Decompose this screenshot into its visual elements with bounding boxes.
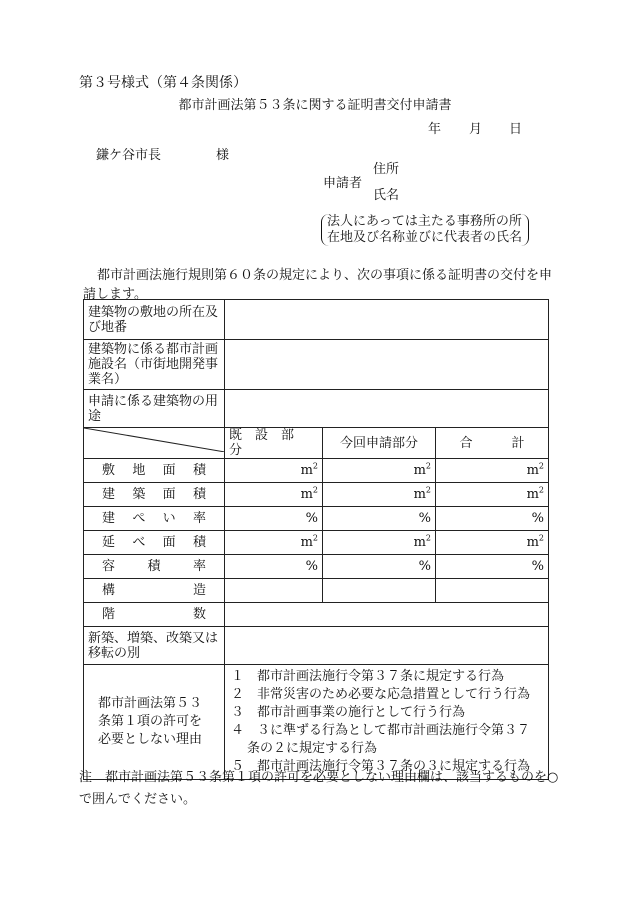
corporation-note-line-2: 在地及び名称並びに代表者の氏名 — [327, 230, 523, 245]
building-use-field[interactable] — [225, 390, 549, 428]
date-day-label: 日 — [509, 122, 523, 137]
floor-area-ratio-total[interactable]: % — [436, 555, 549, 579]
site-area-current[interactable]: $m^2$ — [323, 459, 436, 483]
site-area-label: 敷地面積 — [84, 459, 225, 483]
reason-item-1[interactable]: １ 都市計画法施行令第３７条に規定する行為 — [231, 669, 505, 684]
applicant-label: 申請者 — [323, 176, 363, 191]
diagonal-line — [84, 428, 225, 452]
date-month-label: 月 — [469, 122, 483, 137]
reason-list[interactable] — [225, 665, 549, 780]
reason-item-2[interactable]: ２ 非常災害のため必要な応急措置として行う行為 — [231, 687, 531, 702]
diagonal-header-cell — [84, 428, 225, 459]
floor-area-ratio-current[interactable]: % — [323, 555, 436, 579]
addressee: 鎌ケ谷市長 — [96, 148, 162, 163]
building-area-total[interactable]: $m^2$ — [436, 483, 549, 507]
structure-current[interactable] — [323, 579, 436, 603]
building-area-existing[interactable]: $m^2$ — [225, 483, 323, 507]
date-year-label: 年 — [428, 122, 442, 137]
floors-label: 階数 — [84, 603, 225, 627]
floors-field[interactable] — [225, 603, 549, 627]
floor-area-current[interactable]: $m^2$ — [323, 531, 436, 555]
corporation-note — [321, 214, 529, 246]
coverage-ratio-total[interactable]: % — [436, 507, 549, 531]
reason-item-3[interactable]: ３ 都市計画事業の施行として行う行為 — [231, 705, 466, 720]
application-table — [83, 299, 549, 780]
structure-label: 構造 — [84, 579, 225, 603]
document-title: 都市計画法第５３条に関する証明書交付申請書 — [178, 98, 452, 113]
reason-label: 都市計画法第５３条第１項の許可を必要としない理由 — [84, 665, 225, 780]
coverage-ratio-label: 建ぺい率 — [84, 507, 225, 531]
structure-total[interactable] — [436, 579, 549, 603]
form-number: 第３号様式（第４条関係） — [79, 75, 247, 91]
name-label: 氏名 — [373, 188, 400, 203]
facility-name-field[interactable] — [225, 340, 549, 390]
site-area-existing[interactable]: $m^2$ — [225, 459, 323, 483]
site-location-field[interactable] — [225, 300, 549, 340]
col-total-header: 合 計 — [436, 428, 549, 459]
building-area-current[interactable]: $m^2$ — [323, 483, 436, 507]
floor-area-total[interactable]: $m^2$ — [436, 531, 549, 555]
floor-area-label: 延べ面積 — [84, 531, 225, 555]
coverage-ratio-current[interactable]: % — [323, 507, 436, 531]
reason-item-4[interactable]: ４ ３に準ずる行為として都市計画法施行令第３７ — [231, 723, 531, 738]
work-type-label: 新築、増築、改築又は移転の別 — [84, 627, 225, 665]
coverage-ratio-existing[interactable]: % — [225, 507, 323, 531]
reason-item-5[interactable]: ５ 都市計画法施行令第３７条の３に規定する行為 — [231, 759, 531, 774]
honorific: 様 — [216, 148, 230, 163]
facility-name-label: 建築物に係る都市計画施設名（市街地開発事業名） — [84, 340, 225, 390]
reason-item-4-continued: 条の２に規定する行為 — [247, 741, 378, 756]
corporation-note-line-1: 法人にあっては主たる事務所の所 — [327, 214, 522, 229]
floor-area-existing[interactable]: $m^2$ — [225, 531, 323, 555]
col-existing-header: 既 設 部 分 — [225, 428, 323, 459]
floor-area-ratio-existing[interactable]: % — [225, 555, 323, 579]
work-type-field[interactable] — [225, 627, 549, 665]
intro-text: 都市計画法施行規則第６０条の規定により、次の事項に係る証明書の交付を申請します。 — [83, 268, 553, 302]
site-location-label: 建築物の敷地の所在及び地番 — [84, 300, 225, 340]
structure-existing[interactable] — [225, 579, 323, 603]
footnote: 注 都市計画法第５３条第１項の許可を必要としない理由欄は、該当するものを○で囲んでください。 — [79, 770, 559, 807]
floor-area-ratio-label: 容積率 — [84, 555, 225, 579]
col-current-header: 今回申請部分 — [323, 428, 436, 459]
site-area-total[interactable]: $m^2$ — [436, 459, 549, 483]
address-label: 住所 — [373, 162, 400, 177]
building-area-label: 建築面積 — [84, 483, 225, 507]
building-use-label: 申請に係る建築物の用途 — [84, 390, 225, 428]
